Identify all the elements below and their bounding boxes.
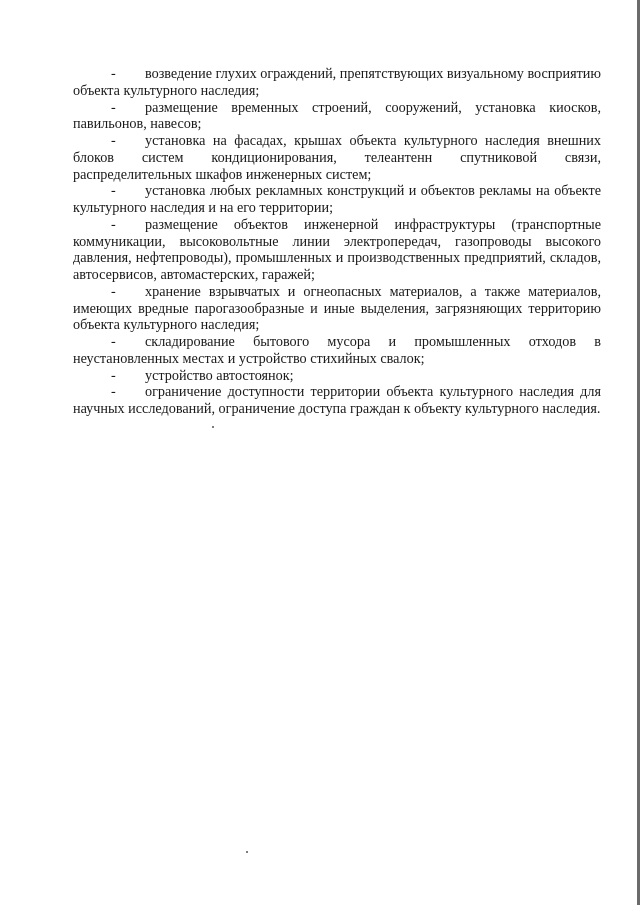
list-item	[73, 384, 601, 418]
list-item-text: складирование бытового мусора и промышленных отходов в неустановленных местах и устройство стихийных свалок;	[73, 334, 601, 367]
list-item	[73, 183, 601, 217]
restrictions-list	[73, 66, 601, 418]
list-item	[73, 284, 601, 334]
list-marker: -	[111, 133, 116, 149]
list-item-text: установка любых рекламных конструкций и объектов рекламы на объекте культурного наследия и на его территории;	[73, 183, 601, 216]
list-item	[73, 368, 601, 385]
list-item	[73, 100, 601, 134]
scan-speck	[246, 851, 248, 853]
list-marker: -	[111, 334, 116, 350]
list-marker: -	[111, 283, 116, 300]
list-item	[73, 133, 601, 183]
list-item-text: размещение временных строений, сооружений, установка киосков, павильонов, навесов;	[73, 99, 601, 133]
list-marker: -	[111, 384, 116, 401]
list-marker: -	[111, 216, 116, 233]
list-item-text: возведение глухих ограждений, препятствующих визуальному восприятию объекта культурного наследия;	[73, 66, 601, 99]
list-item	[73, 334, 601, 368]
list-item	[73, 217, 601, 284]
list-item-text: хранение взрывчатых и огнеопасных материалов, а также материалов, имеющих вредные парогазообразные и иные выделения, загрязняющих территорию объекта культурного наследия;	[73, 283, 601, 334]
list-marker: -	[111, 183, 116, 200]
list-marker: -	[111, 99, 116, 116]
list-item-text: ограничение доступности территории объекта культурного наследия для научных исследований, ограничение доступа граждан к объекту культурного наследия.	[73, 384, 601, 417]
list-item-text: установка на фасадах, крышах объекта культурного наследия внешних блоков систем кондиционирования, телеантенн спутниковой связи, распределительных шкафов инженерных систем;	[73, 133, 601, 183]
list-marker: -	[111, 367, 116, 384]
list-item-text: устройство автостоянок;	[145, 367, 294, 384]
scan-speck	[212, 426, 214, 428]
list-marker: -	[111, 66, 116, 82]
list-item	[73, 66, 601, 100]
list-item-text: размещение объектов инженерной инфраструктуры (транспортные коммуникации, высоковольтные линии электропередач, газопроводы высокого давления, нефтепроводы), промышленных и производственных предприятий, складов, автосервисов, автомастерских, гаражей;	[73, 216, 601, 283]
